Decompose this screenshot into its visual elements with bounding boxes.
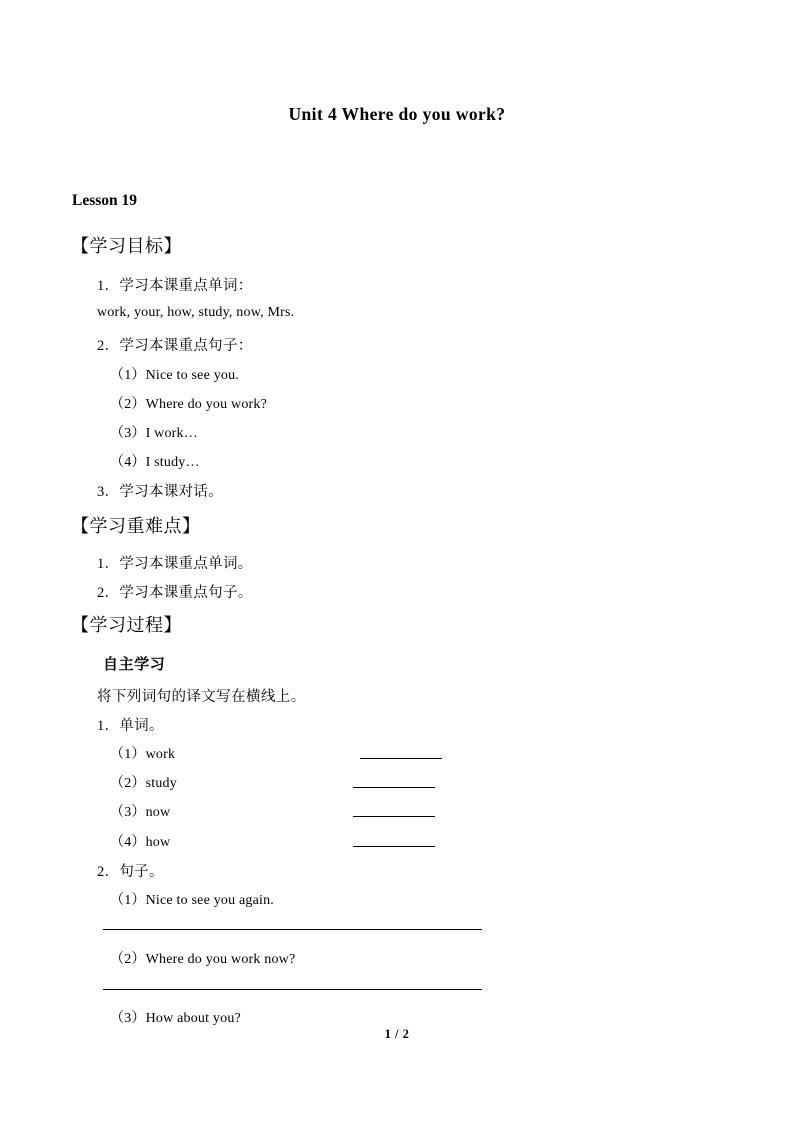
answer-blank-3[interactable] bbox=[353, 816, 435, 817]
page-number: 1 / 2 bbox=[384, 1027, 410, 1041]
lesson-label: Lesson 19 bbox=[72, 192, 138, 209]
key-point-item-1: 1．学习本课重点单词。 bbox=[97, 556, 253, 572]
instruction-text: 将下列词句的译文写在横线上。 bbox=[97, 689, 306, 705]
word-item-3: （3）now bbox=[110, 805, 171, 820]
objective-word-list: work, your, how, study, now, Mrs. bbox=[97, 305, 295, 320]
answer-rule-1[interactable] bbox=[103, 929, 482, 930]
section-heading-process: 【学习过程】 bbox=[71, 615, 182, 635]
objective-item-3: 3．学习本课对话。 bbox=[97, 484, 223, 500]
word-item-2: （2）study bbox=[110, 776, 177, 791]
answer-blank-1[interactable] bbox=[360, 758, 442, 759]
word-item-1: （1）work bbox=[110, 747, 176, 762]
words-section-label: 1．单词。 bbox=[97, 718, 164, 734]
objective-sentence-4: （4）I study… bbox=[110, 455, 200, 470]
sentences-section-label: 2．句子。 bbox=[97, 864, 164, 880]
sentence-item-2: （2）Where do you work now? bbox=[110, 952, 296, 967]
answer-blank-2[interactable] bbox=[353, 787, 435, 788]
page-title: Unit 4 Where do you work? bbox=[288, 104, 506, 124]
section-heading-objectives: 【学习目标】 bbox=[71, 236, 182, 256]
objective-sentence-3: （3）I work… bbox=[110, 426, 198, 441]
objective-item-2: 2．学习本课重点句子： bbox=[97, 338, 253, 354]
key-point-item-2: 2．学习本课重点句子。 bbox=[97, 585, 253, 601]
subheading-self-study: 自主学习 bbox=[103, 657, 166, 673]
objective-item-1: 1．学习本课重点单词： bbox=[97, 278, 253, 294]
sentence-item-3: （3）How about you? bbox=[110, 1011, 241, 1026]
objective-sentence-2: （2）Where do you work? bbox=[110, 397, 267, 412]
section-heading-key-points: 【学习重难点】 bbox=[71, 516, 201, 536]
answer-blank-4[interactable] bbox=[353, 846, 435, 847]
word-item-4: （4）how bbox=[110, 835, 171, 850]
objective-sentence-1: （1）Nice to see you. bbox=[110, 368, 239, 383]
sentence-item-1: （1）Nice to see you again. bbox=[110, 893, 275, 908]
answer-rule-2[interactable] bbox=[103, 989, 482, 990]
